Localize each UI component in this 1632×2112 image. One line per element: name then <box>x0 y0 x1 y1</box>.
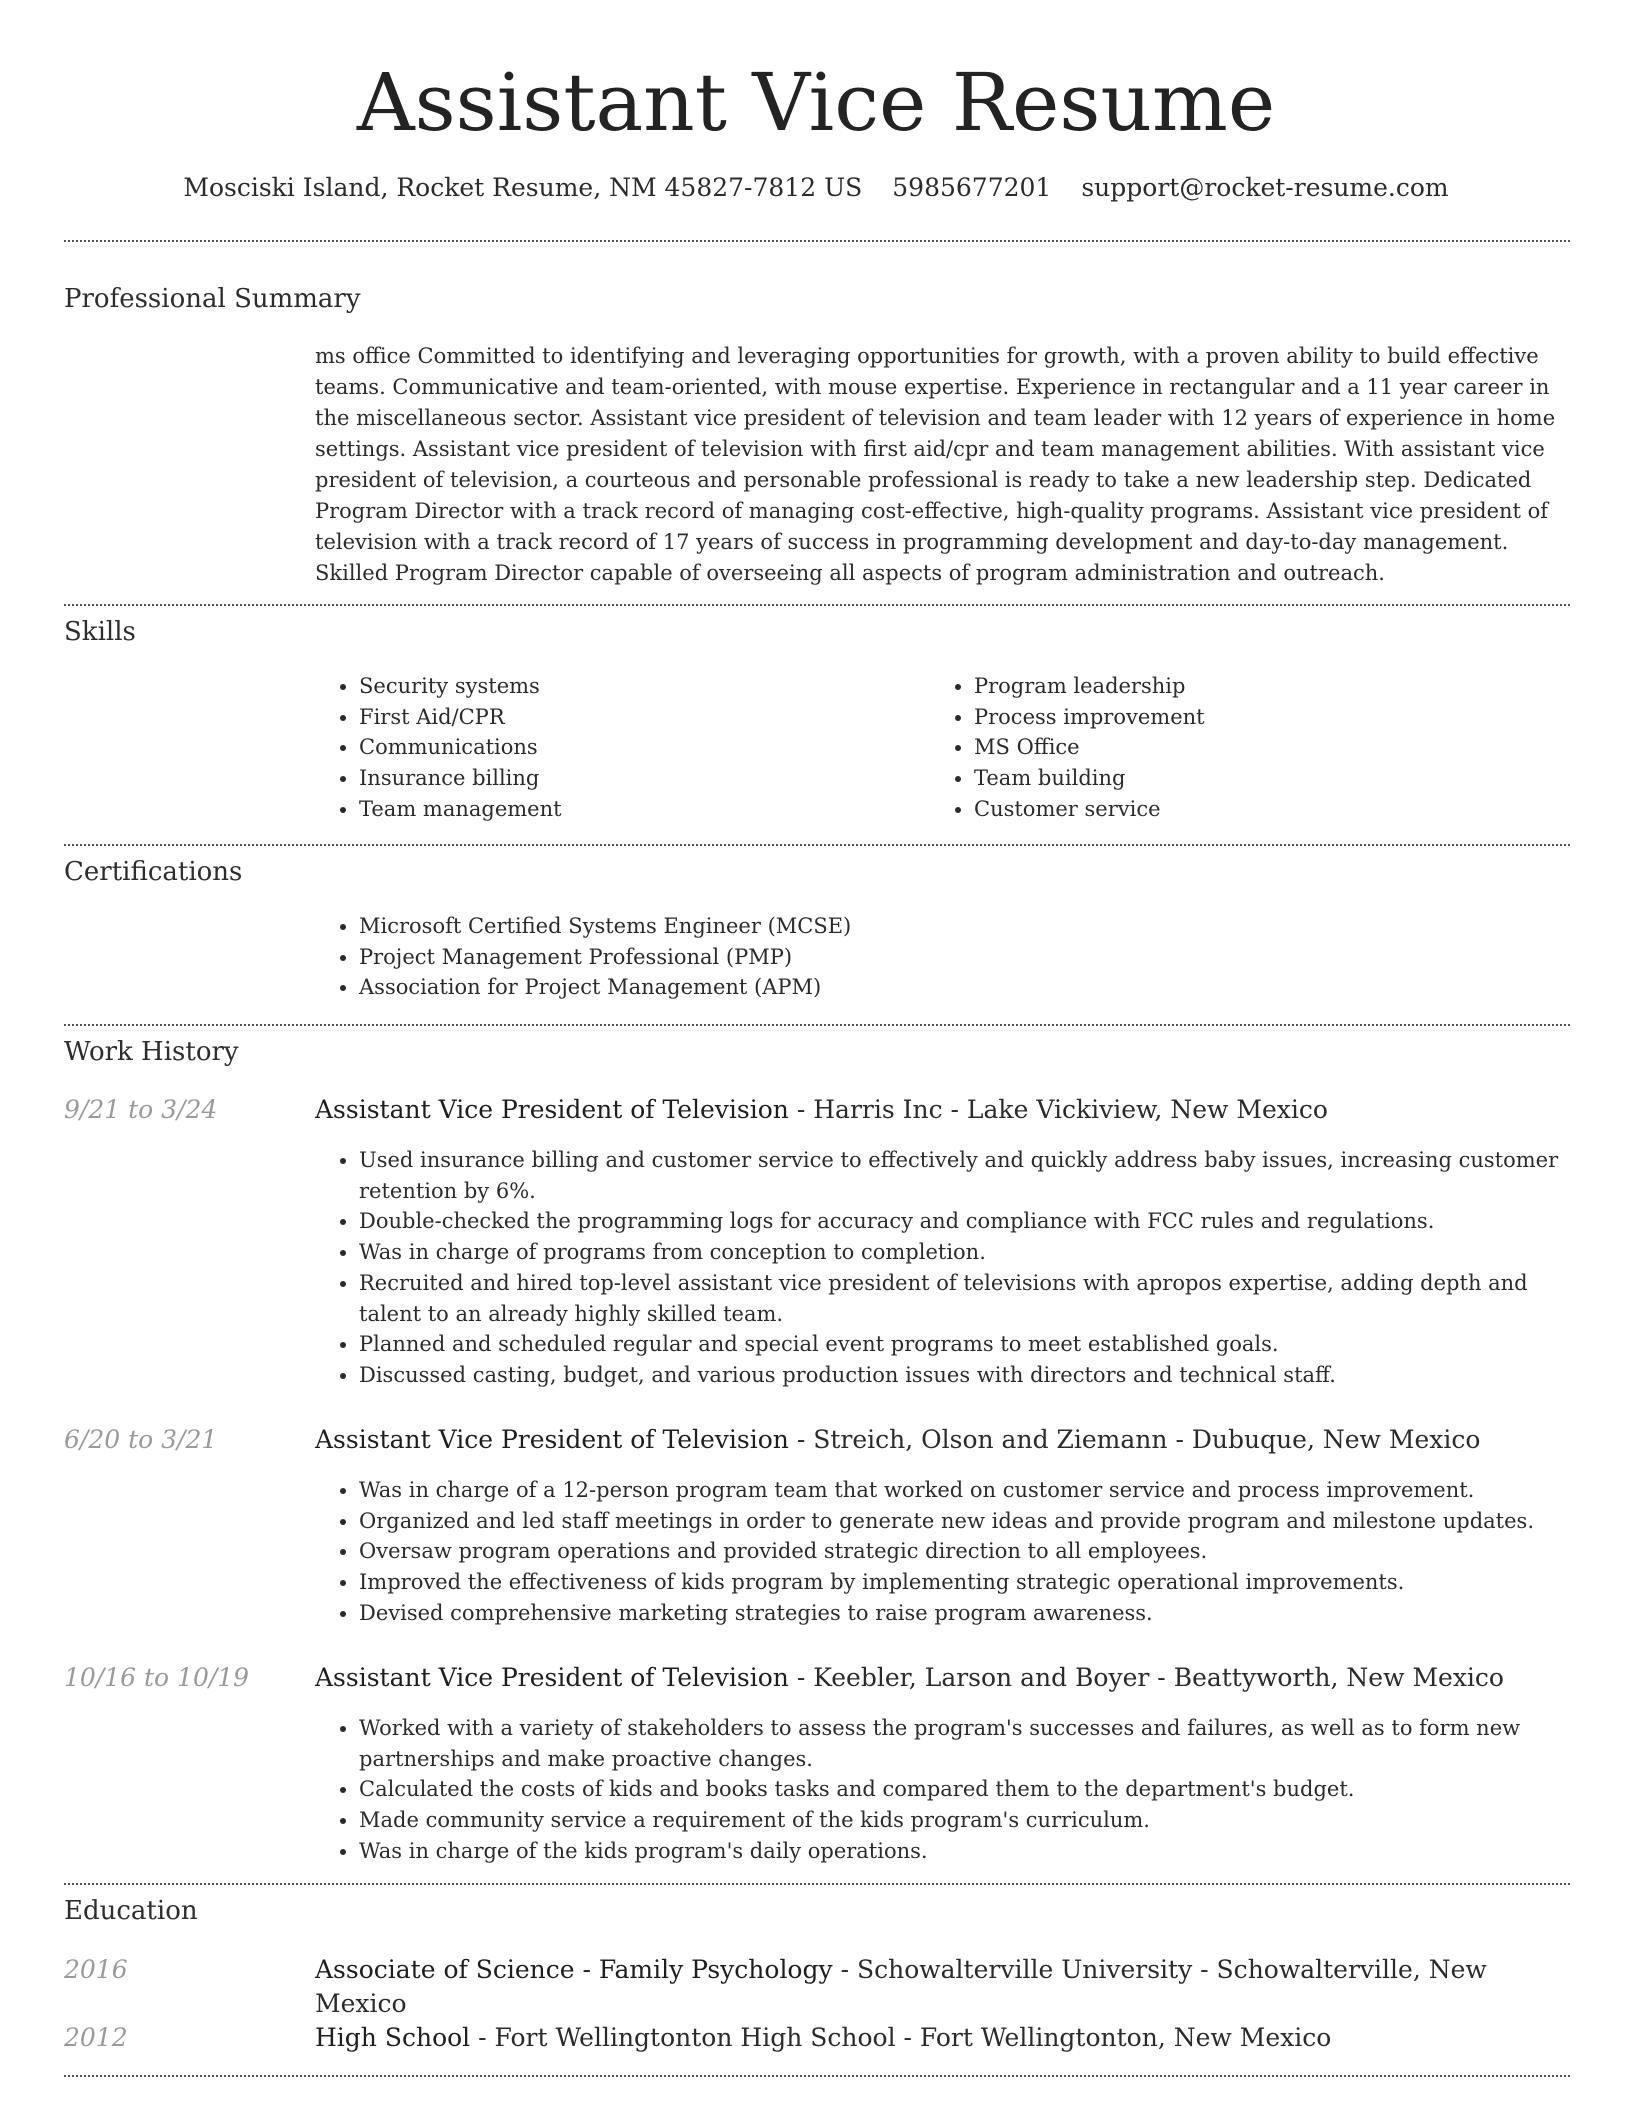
job-bullet: • Was in charge of programs from conception to completion. <box>359 1237 1570 1268</box>
education-year: 2012 <box>64 2023 128 2052</box>
certification-item: • Project Management Professional (PMP) <box>359 942 1559 973</box>
section-title-certifications: Certifications <box>64 857 243 887</box>
job-title: Assistant Vice President of Television <box>315 1663 789 1692</box>
section-title-work-history: Work History <box>64 1037 239 1067</box>
section-title-education: Education <box>64 1896 198 1926</box>
job-dates: 6/20 to 3/21 <box>64 1425 218 1454</box>
job-bullet: • Discussed casting, budget, and various production issues with directors and technical staff. <box>359 1360 1570 1391</box>
job-dates: 10/16 to 10/19 <box>64 1663 250 1692</box>
job-bullet: • Calculated the costs of kids and books tasks and compared them to the department's budget. <box>359 1774 1570 1805</box>
skill-item: • Team building <box>974 763 1574 794</box>
summary-text: ms office Committed to identifying and leveraging opportunities for growth, with a proven ability to build effective teams. Communicative and team-oriented, with mouse expertise. Experience in rectangular and a 11 year career in the miscellaneous sector. Assistant vice president of television and team leader with 12 years of experience in home settings. Assistant vice president of television with first aid/cpr and team management abilities. With assistant vice president of television, a courteous and personable professional is ready to take a new leadership step. Dedicated Program Director with a track record of managing cost-effective, high-quality programs. Assistant vice president of television with a track record of 17 years of success in programming development and day-to-day management. Skilled Program Director capable of overseeing all aspects of program administration and outreach. <box>315 344 1556 585</box>
education-school: - Schowalterville University - Schowalterville, New Mexico <box>315 1955 1487 2018</box>
divider <box>64 240 1570 242</box>
education-degree: High School <box>315 2023 471 2052</box>
certification-item: • Microsoft Certified Systems Engineer (MCSE) <box>359 911 1559 942</box>
job-bullet: • Improved the effectiveness of kids program by implementing strategic operational improvements. <box>359 1567 1570 1598</box>
job-title: Assistant Vice President of Television <box>315 1095 789 1124</box>
certification-item: • Association for Project Management (APM) <box>359 972 1559 1003</box>
skill-item: • Team management <box>359 794 919 825</box>
skill-item: • Program leadership <box>974 671 1574 702</box>
section-title-skills: Skills <box>64 617 136 647</box>
job-dates: 9/21 to 3/24 <box>64 1095 218 1124</box>
skill-item: • Customer service <box>974 794 1574 825</box>
education-school: - Fort Wellingtonton High School - Fort Wellingtonton, New Mexico <box>470 2023 1332 2052</box>
skills-list-right <box>930 671 1574 825</box>
section-title-summary: Professional Summary <box>64 284 361 314</box>
contact-phone: 5985677201 <box>892 173 1052 202</box>
job-title: Assistant Vice President of Television <box>315 1425 789 1454</box>
job-employer-location: - Harris Inc - Lake Vickiview, New Mexico <box>788 1095 1328 1124</box>
skill-item: • Insurance billing <box>359 763 919 794</box>
job-heading <box>315 1423 1570 1457</box>
contact-email: support@rocket-resume.com <box>1081 173 1449 202</box>
job-bullet: • Oversaw program operations and provided strategic direction to all employees. <box>359 1536 1570 1567</box>
job-employer-location: - Keebler, Larson and Boyer - Beattyworth, New Mexico <box>788 1663 1504 1692</box>
contact-line <box>0 168 1632 208</box>
job-bullets <box>315 1713 1570 1867</box>
divider <box>64 1883 1570 1885</box>
certifications-list <box>315 911 1559 1003</box>
job-bullet: • Organized and led staff meetings in order to generate new ideas and provide program and milestone updates. <box>359 1506 1570 1537</box>
skill-item: • First Aid/CPR <box>359 702 919 733</box>
skill-item: • Process improvement <box>974 702 1574 733</box>
job-bullet: • Was in charge of the kids program's daily operations. <box>359 1836 1570 1867</box>
skill-item: • MS Office <box>974 732 1574 763</box>
divider <box>64 604 1570 606</box>
job-bullets <box>315 1475 1570 1629</box>
job-bullet: • Planned and scheduled regular and special event programs to meet established goals. <box>359 1329 1570 1360</box>
education-entry <box>315 2021 1570 2055</box>
skills-list-left <box>315 671 919 825</box>
job-bullets <box>315 1145 1570 1391</box>
skill-item: • Security systems <box>359 671 919 702</box>
contact-address: Mosciski Island, Rocket Resume, NM 45827-7812 US <box>183 173 863 202</box>
job-heading <box>315 1093 1570 1127</box>
skill-item: • Communications <box>359 732 919 763</box>
job-bullet: • Used insurance billing and customer service to effectively and quickly address baby issues, increasing customer retention by 6%. <box>359 1145 1570 1206</box>
resume-name: Assistant Vice Resume <box>356 56 1276 149</box>
job-heading <box>315 1661 1570 1695</box>
education-degree: Associate of Science - Family Psychology <box>315 1955 833 1984</box>
job-bullet: • Made community service a requirement of the kids program's curriculum. <box>359 1805 1570 1836</box>
divider <box>64 1024 1570 1026</box>
job-bullet: • Recruited and hired top-level assistant vice president of televisions with apropos expertise, adding depth and talent to an already highly skilled team. <box>359 1268 1570 1329</box>
education-year: 2016 <box>64 1955 128 1984</box>
job-bullet: • Double-checked the programming logs for accuracy and compliance with FCC rules and regulations. <box>359 1206 1570 1237</box>
job-bullet: • Worked with a variety of stakeholders to assess the program's successes and failures, as well as to form new partnerships and make proactive changes. <box>359 1713 1570 1774</box>
job-bullet: • Was in charge of a 12-person program team that worked on customer service and process improvement. <box>359 1475 1570 1506</box>
job-bullet: • Devised comprehensive marketing strategies to raise program awareness. <box>359 1598 1570 1629</box>
education-entry <box>315 1953 1570 2021</box>
job-employer-location: - Streich, Olson and Ziemann - Dubuque, New Mexico <box>788 1425 1481 1454</box>
divider <box>64 2075 1570 2077</box>
divider <box>64 844 1570 846</box>
